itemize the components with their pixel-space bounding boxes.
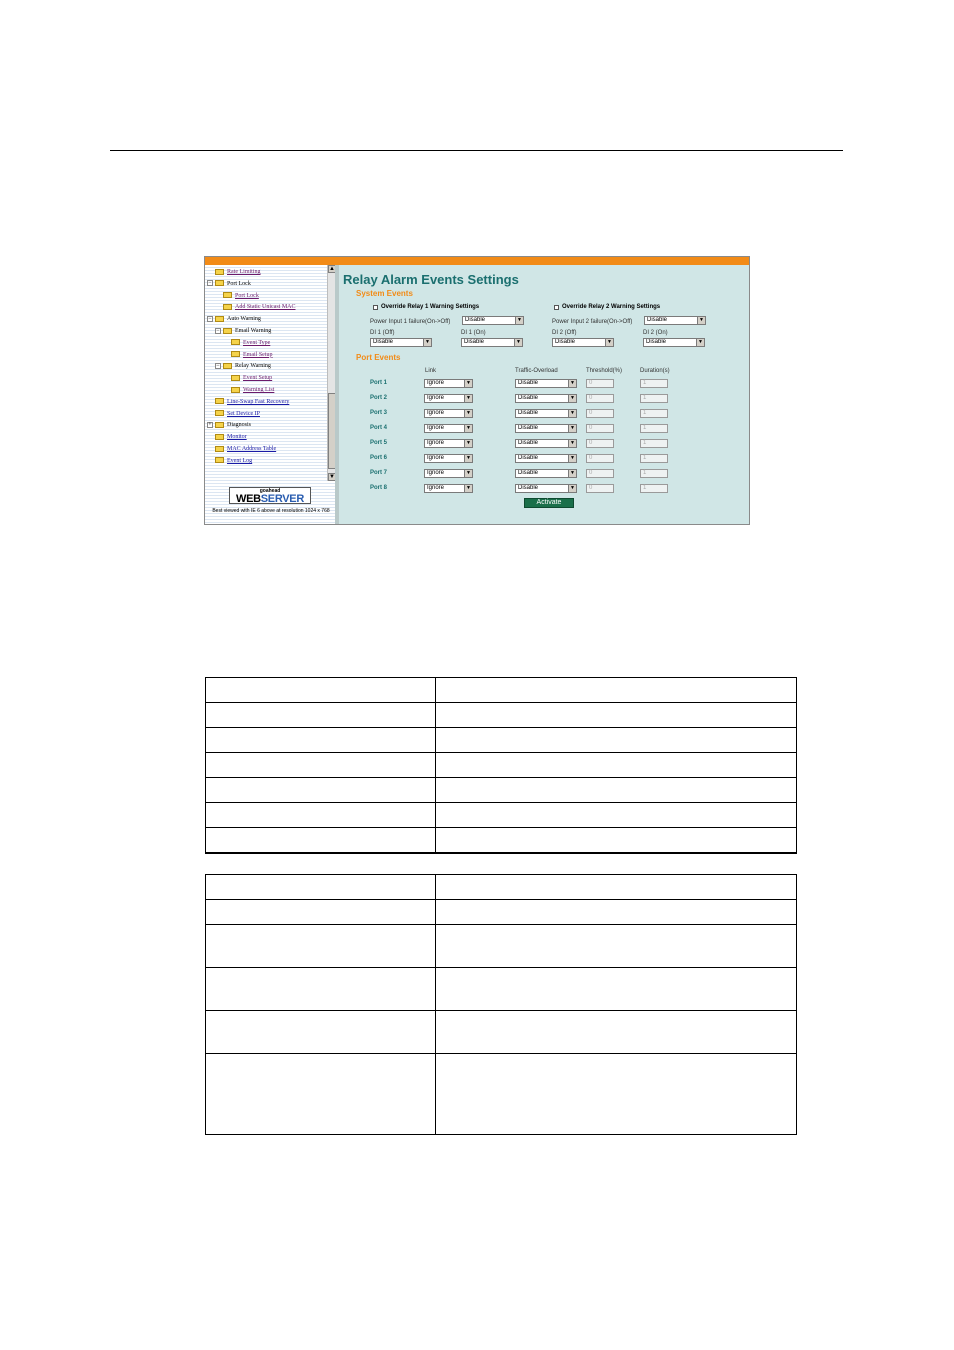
folder-icon xyxy=(215,434,224,440)
threshold-input[interactable]: 0 xyxy=(586,439,614,448)
traffic-overload-select-value: Disable xyxy=(518,485,539,491)
tree-item-label: Auto Warning xyxy=(227,316,261,323)
col-header-threshold: Threshold(%) xyxy=(586,368,623,374)
folder-icon xyxy=(231,375,240,381)
chevron-down-icon: ▼ xyxy=(568,425,576,432)
chevron-down-icon: ▼ xyxy=(697,317,705,324)
tree-item-label: Diagnosis xyxy=(227,422,251,429)
override-relay2-checkbox[interactable] xyxy=(554,305,559,310)
port-label: Port 5 xyxy=(370,440,388,446)
port-events-heading: Port Events xyxy=(356,353,401,362)
folder-icon xyxy=(231,387,240,393)
tree-item[interactable] xyxy=(215,444,276,454)
collapse-icon[interactable]: − xyxy=(208,315,212,322)
settings-table-2 xyxy=(205,874,797,1135)
duration-input[interactable]: 1 xyxy=(640,394,668,403)
folder-icon xyxy=(215,410,224,416)
link-select-value: Ignore xyxy=(427,470,445,476)
folder-icon xyxy=(215,446,224,452)
tree-item-label: Line-Swap Fast Recovery xyxy=(227,398,290,405)
duration-input[interactable]: 1 xyxy=(640,454,668,463)
override-relay1-label: Override Relay 1 Warning Settings xyxy=(381,304,480,310)
traffic-overload-select-value: Disable xyxy=(518,425,539,431)
folder-icon xyxy=(223,328,232,334)
override-relay2-label: Override Relay 2 Warning Settings xyxy=(562,304,661,310)
link-select-value: Ignore xyxy=(427,410,445,416)
tree-item[interactable] xyxy=(215,326,271,336)
folder-icon xyxy=(215,316,224,322)
chevron-down-icon: ▼ xyxy=(514,339,522,346)
tree-item[interactable] xyxy=(215,432,247,442)
table-row xyxy=(206,1054,797,1135)
threshold-input[interactable]: 0 xyxy=(586,409,614,418)
tree-item-label: Event Log xyxy=(227,457,253,464)
link-select[interactable] xyxy=(424,454,473,463)
link-select[interactable] xyxy=(424,469,473,478)
traffic-overload-select[interactable] xyxy=(515,379,577,388)
duration-input[interactable]: 1 xyxy=(640,379,668,388)
link-select[interactable] xyxy=(424,424,473,433)
folder-icon xyxy=(231,339,240,345)
table-row xyxy=(206,1011,797,1054)
port-label: Port 4 xyxy=(370,425,388,431)
link-select-value: Ignore xyxy=(427,440,445,446)
power-input1-label: Power Input 1 failure(On->Off) xyxy=(370,319,451,325)
tree-item[interactable] xyxy=(223,291,259,301)
traffic-overload-select[interactable] xyxy=(515,484,577,493)
relay-alarm-screenshot xyxy=(204,256,750,525)
traffic-overload-select[interactable] xyxy=(515,439,577,448)
table-row xyxy=(206,803,797,828)
traffic-overload-select-value: Disable xyxy=(518,410,539,416)
duration-input[interactable]: 1 xyxy=(640,409,668,418)
folder-icon xyxy=(223,304,232,310)
port-label: Port 6 xyxy=(370,455,388,461)
di-select-value: Disable xyxy=(646,339,667,345)
traffic-overload-select-value: Disable xyxy=(518,455,539,461)
tree-item[interactable] xyxy=(215,397,289,407)
chevron-down-icon: ▼ xyxy=(605,339,613,346)
folder-icon xyxy=(215,422,224,428)
link-select[interactable] xyxy=(424,379,473,388)
power-input1-select[interactable] xyxy=(462,316,524,325)
resolution-note: Best viewed with IE 6 above at resolution 1024 x 768 xyxy=(212,508,330,514)
di-select-value: Disable xyxy=(464,339,485,345)
traffic-overload-select[interactable] xyxy=(515,469,577,478)
di-select[interactable] xyxy=(461,338,523,347)
chevron-down-icon: ▼ xyxy=(464,485,472,492)
di-label: DI 1 (On) xyxy=(461,330,486,336)
chevron-down-icon: ▼ xyxy=(464,455,472,462)
traffic-overload-select-value: Disable xyxy=(518,470,539,476)
col-header-duration: Duration(s) xyxy=(640,368,670,374)
link-select[interactable] xyxy=(424,439,473,448)
traffic-overload-select-value: Disable xyxy=(518,380,539,386)
di-label: DI 2 (On) xyxy=(643,330,668,336)
duration-input[interactable]: 1 xyxy=(640,469,668,478)
di-select[interactable] xyxy=(370,338,432,347)
traffic-overload-select[interactable] xyxy=(515,424,577,433)
duration-input[interactable]: 1 xyxy=(640,484,668,493)
link-select-value: Ignore xyxy=(427,485,445,491)
scroll-up-arrow-icon[interactable]: ▲ xyxy=(329,266,335,272)
table-row xyxy=(206,753,797,778)
chevron-down-icon: ▼ xyxy=(464,410,472,417)
port-label: Port 3 xyxy=(370,410,388,416)
tree-item-label: Rate Limiting xyxy=(227,269,261,275)
tree-item[interactable] xyxy=(231,338,270,348)
link-select-value: Ignore xyxy=(427,455,445,461)
page-header-rule xyxy=(110,150,843,151)
folder-icon xyxy=(223,292,232,298)
tree-item-label: Add Static Unicast MAC xyxy=(235,304,296,311)
traffic-overload-select[interactable] xyxy=(515,454,577,463)
tree-item[interactable] xyxy=(231,350,273,360)
tree-item-label: Port Lock xyxy=(227,280,251,287)
system-events-heading: System Events xyxy=(356,289,413,298)
chevron-down-icon: ▼ xyxy=(568,485,576,492)
table-row xyxy=(206,678,797,703)
tree-item[interactable] xyxy=(207,279,251,289)
link-select[interactable] xyxy=(424,484,473,493)
folder-icon xyxy=(231,351,240,357)
di-label: DI 2 (Off) xyxy=(552,330,577,336)
orange-top-bar xyxy=(205,257,749,265)
tree-item[interactable] xyxy=(207,420,251,430)
link-select[interactable] xyxy=(424,394,473,403)
threshold-input[interactable]: 0 xyxy=(586,454,614,463)
col-header-link: Link xyxy=(425,368,437,374)
tree-item-label: Email Setup xyxy=(243,351,273,358)
threshold-input[interactable]: 0 xyxy=(586,394,614,403)
tree-item-label: Event Setup xyxy=(243,375,273,382)
table-row xyxy=(206,828,797,853)
port-label: Port 2 xyxy=(370,395,388,401)
tree-item-label: Relay Warning xyxy=(235,363,271,370)
navigation-tree xyxy=(205,265,335,524)
tree-item[interactable] xyxy=(231,373,272,383)
tree-item-label: Set Device IP xyxy=(227,410,260,417)
chevron-down-icon: ▼ xyxy=(568,380,576,387)
chevron-down-icon: ▼ xyxy=(568,440,576,447)
traffic-overload-select-value: Disable xyxy=(518,440,539,446)
col-header-traffic: Traffic-Overload xyxy=(515,368,558,374)
threshold-input[interactable]: 0 xyxy=(586,484,614,493)
settings-table-1 xyxy=(205,677,797,854)
folder-icon xyxy=(215,269,224,275)
chevron-down-icon: ▼ xyxy=(568,410,576,417)
chevron-down-icon: ▼ xyxy=(464,395,472,402)
tree-item[interactable] xyxy=(215,409,260,419)
chevron-down-icon: ▼ xyxy=(464,380,472,387)
expand-icon[interactable]: + xyxy=(208,422,212,429)
table-row xyxy=(206,968,797,1011)
chevron-down-icon: ▼ xyxy=(515,317,523,324)
di-select[interactable] xyxy=(552,338,614,347)
di-label: DI 1 (Off) xyxy=(370,330,395,336)
traffic-overload-select-value: Disable xyxy=(518,395,539,401)
port-label: Port 7 xyxy=(370,470,388,476)
traffic-overload-select[interactable] xyxy=(515,409,577,418)
link-select-value: Ignore xyxy=(427,380,445,386)
tree-item[interactable] xyxy=(215,456,252,466)
threshold-input[interactable]: 0 xyxy=(586,469,614,478)
table-row xyxy=(206,728,797,753)
power-input1-value: Disable xyxy=(465,317,486,323)
table-row xyxy=(206,875,797,900)
collapse-icon[interactable]: − xyxy=(216,363,220,370)
scroll-down-arrow-icon[interactable]: ▼ xyxy=(329,474,335,480)
di-select-value: Disable xyxy=(373,339,394,345)
folder-icon xyxy=(215,457,224,463)
tree-item[interactable] xyxy=(231,385,274,395)
webserver-logo-web: WEB xyxy=(235,493,261,505)
power-input2-label: Power Input 2 failure(On->Off) xyxy=(552,319,633,325)
folder-icon xyxy=(223,363,232,369)
chevron-down-icon: ▼ xyxy=(568,455,576,462)
collapse-icon[interactable]: − xyxy=(216,327,220,334)
chevron-down-icon: ▼ xyxy=(568,470,576,477)
threshold-input[interactable]: 0 xyxy=(586,379,614,388)
tree-item[interactable] xyxy=(223,302,296,312)
webserver-logo-server: SERVER xyxy=(260,493,304,505)
chevron-down-icon: ▼ xyxy=(464,440,472,447)
table-row xyxy=(206,900,797,925)
tree-item[interactable] xyxy=(207,314,261,324)
tree-item-label: Email Warning xyxy=(235,328,272,334)
folder-icon xyxy=(215,280,224,286)
tree-divider xyxy=(335,265,339,524)
tree-item-label: MAC Address Table xyxy=(227,446,277,452)
duration-input[interactable]: 1 xyxy=(640,439,668,448)
power-input2-value: Disable xyxy=(647,317,668,323)
activate-button[interactable]: Activate xyxy=(524,498,574,508)
link-select-value: Ignore xyxy=(427,425,445,431)
tree-item-label: Event Type xyxy=(243,339,271,346)
port-label: Port 1 xyxy=(370,380,388,386)
di-select[interactable] xyxy=(643,338,705,347)
collapse-icon[interactable]: − xyxy=(208,280,212,287)
chevron-down-icon: ▼ xyxy=(568,395,576,402)
traffic-overload-select[interactable] xyxy=(515,394,577,403)
duration-input[interactable]: 1 xyxy=(640,424,668,433)
page-title: Relay Alarm Events Settings xyxy=(343,272,519,287)
webserver-logo xyxy=(229,487,311,504)
port-label: Port 8 xyxy=(370,485,388,491)
tree-item[interactable] xyxy=(215,267,261,277)
override-relay1-checkbox[interactable] xyxy=(373,305,378,310)
folder-icon xyxy=(215,398,224,404)
power-input2-select[interactable] xyxy=(644,316,706,325)
chevron-down-icon: ▼ xyxy=(696,339,704,346)
tree-item-label: Warning List xyxy=(243,387,275,393)
chevron-down-icon: ▼ xyxy=(464,470,472,477)
tree-item[interactable] xyxy=(215,361,271,371)
table-row xyxy=(206,778,797,803)
tree-item-label: Port Lock xyxy=(235,292,259,299)
link-select[interactable] xyxy=(424,409,473,418)
di-select-value: Disable xyxy=(555,339,576,345)
webserver-logo-small: goahead xyxy=(259,488,281,494)
tree-item-label: Monitor xyxy=(227,434,247,441)
table-row xyxy=(206,703,797,728)
table-row xyxy=(206,925,797,968)
link-select-value: Ignore xyxy=(427,395,445,401)
threshold-input[interactable]: 0 xyxy=(586,424,614,433)
chevron-down-icon: ▼ xyxy=(423,339,431,346)
chevron-down-icon: ▼ xyxy=(464,425,472,432)
